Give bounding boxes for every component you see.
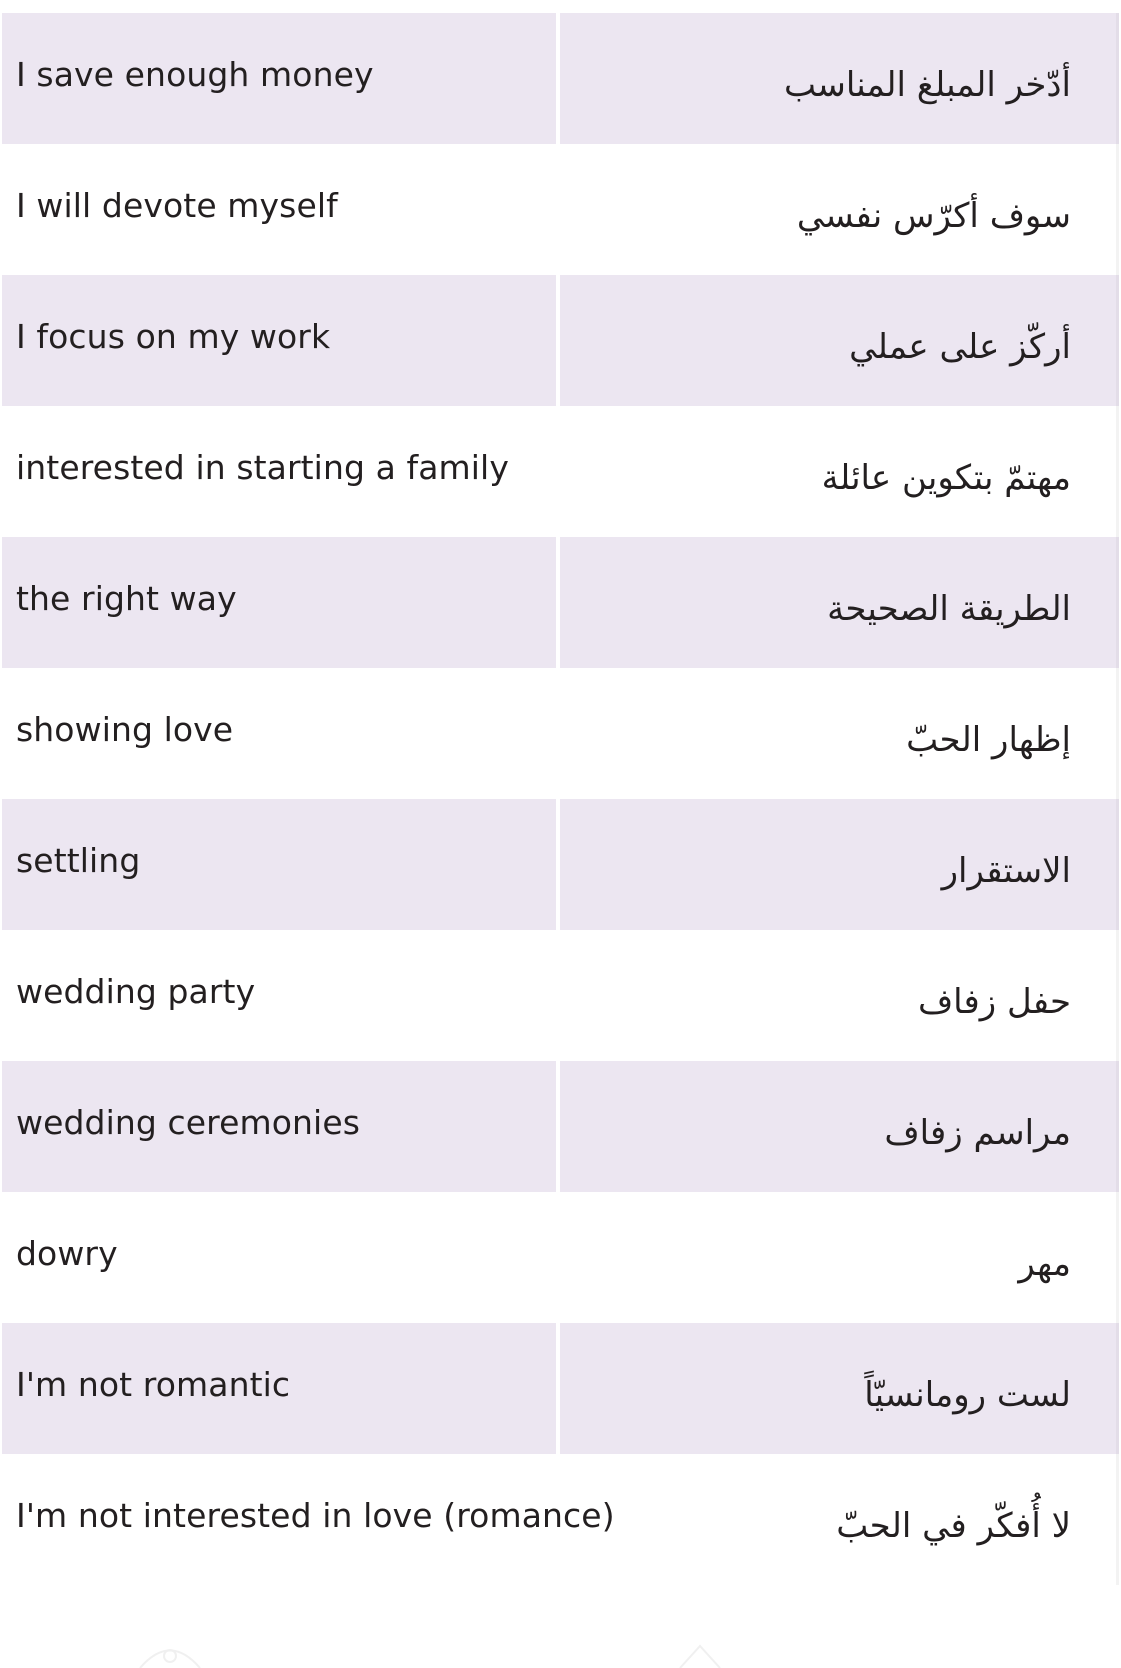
english-cell <box>2 1323 556 1454</box>
arabic-phrase: لست رومانسيّاً <box>864 1375 1071 1415</box>
table-row <box>0 930 1121 1061</box>
arabic-cell <box>560 1323 1116 1454</box>
english-cell <box>2 1454 615 1585</box>
english-phrase: I'm not romantic <box>16 1365 291 1404</box>
table-border <box>1116 930 1119 1061</box>
table-row <box>0 1454 1121 1585</box>
english-phrase: showing love <box>16 710 234 749</box>
english-phrase: wedding ceremonies <box>16 1103 361 1142</box>
table-border <box>1116 406 1119 537</box>
ornament-watermark-icon <box>660 1638 740 1668</box>
table-border <box>1116 537 1119 668</box>
table-border <box>1116 275 1119 406</box>
table-row <box>0 799 1121 930</box>
english-cell <box>2 668 556 799</box>
table-border <box>1116 1323 1119 1454</box>
table-border <box>1116 668 1119 799</box>
arabic-cell <box>560 1454 1116 1585</box>
arabic-cell <box>560 13 1116 144</box>
arabic-cell <box>560 406 1116 537</box>
english-cell <box>2 537 556 668</box>
english-phrase: interested in starting a family <box>16 448 509 487</box>
arabic-phrase: الطريقة الصحيحة <box>827 589 1071 629</box>
arabic-phrase: سوف أكرّس نفسي <box>796 196 1071 236</box>
table-border <box>1116 1454 1119 1585</box>
english-phrase: I'm not interested in love (romance) <box>16 1496 615 1535</box>
arabic-cell <box>560 668 1116 799</box>
english-phrase: the right way <box>16 579 237 618</box>
arabic-cell <box>560 930 1116 1061</box>
arabic-phrase: إظهار الحبّ <box>906 720 1071 760</box>
english-cell <box>2 1192 556 1323</box>
arabic-phrase: مراسم زفاف <box>884 1113 1071 1153</box>
english-phrase: I will devote myself <box>16 186 338 225</box>
arabic-phrase: مهر <box>1018 1244 1071 1284</box>
table-row <box>0 1061 1121 1192</box>
ornament-watermark-icon <box>130 1638 210 1668</box>
english-phrase: settling <box>16 841 141 880</box>
vocabulary-table <box>0 13 1121 1585</box>
arabic-cell <box>560 537 1116 668</box>
english-cell <box>2 144 556 275</box>
table-row <box>0 668 1121 799</box>
english-cell <box>2 406 556 537</box>
arabic-cell <box>560 144 1116 275</box>
table-border <box>1116 1061 1119 1192</box>
english-phrase: I save enough money <box>16 55 374 94</box>
table-row <box>0 406 1121 537</box>
english-cell <box>2 1061 556 1192</box>
english-cell <box>2 930 556 1061</box>
arabic-cell <box>560 1061 1116 1192</box>
arabic-phrase: لا أُفكّر في الحبّ <box>836 1506 1071 1546</box>
table-border <box>1116 13 1119 144</box>
arabic-phrase: أركّز على عملي <box>849 327 1071 367</box>
english-cell <box>2 799 556 930</box>
arabic-cell <box>560 1192 1116 1323</box>
english-phrase: dowry <box>16 1234 118 1273</box>
table-row <box>0 1192 1121 1323</box>
arabic-cell <box>560 275 1116 406</box>
english-phrase: I focus on my work <box>16 317 331 356</box>
arabic-phrase: حفل زفاف <box>917 982 1071 1022</box>
table-row <box>0 275 1121 406</box>
table-row <box>0 13 1121 144</box>
table-border <box>1116 799 1119 930</box>
arabic-cell <box>560 799 1116 930</box>
english-cell <box>2 13 556 144</box>
arabic-phrase: مهتمّ بتكوين عائلة <box>821 458 1071 498</box>
table-row <box>0 144 1121 275</box>
english-phrase: wedding party <box>16 972 256 1011</box>
english-cell <box>2 275 556 406</box>
table-row <box>0 1323 1121 1454</box>
table-row <box>0 537 1121 668</box>
arabic-phrase: الاستقرار <box>941 851 1071 891</box>
table-border <box>1116 144 1119 275</box>
arabic-phrase: أدّخر المبلغ المناسب <box>783 65 1071 105</box>
table-border <box>1116 1192 1119 1323</box>
